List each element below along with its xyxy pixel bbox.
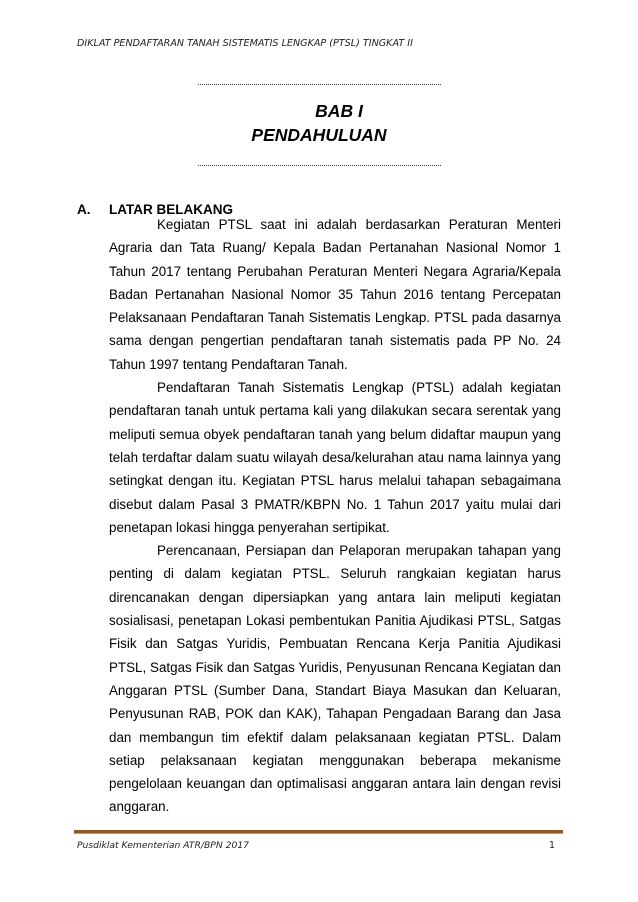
page-number: 1 (549, 840, 555, 851)
chapter-number: BAB I (315, 101, 363, 121)
divider-bottom (198, 165, 441, 166)
footer-rule (74, 830, 563, 834)
chapter-title: PENDAHULUAN (251, 125, 387, 145)
paragraph: Pendaftaran Tanah Sistematis Lengkap (PTSL) adalah kegiatan pendaftaran tanah untuk pertama kali yang dilakukan secara serentak yang meliputi semua obyek pendaftaran tanah yang belum didaftar maupun yang telah terdaftar dalam suatu wilayah desa/kelurahan atau nama lainnya yang setingkat dengan itu. Kegiatan PTSL harus melalui tahapan sebagaimana disebut dalam Pasal 3 PMATR/KBPN No. 1 Tahun 2017 yaitu mulai dari penetapan lokasi hingga penyerahan sertipikat. (109, 380, 561, 535)
running-header: DIKLAT PENDAFTARAN TANAH SISTEMATIS LENGKAP (PTSL) TINGKAT II (77, 38, 413, 49)
paragraph: Kegiatan PTSL saat ini adalah berdasarkan Peraturan Menteri Agraria dan Tata Ruang/ Kepala Badan Pertanahan Nasional Nomor 1 Tahun 2017 tentang Perubahan Peraturan Menteri Negara Agraria/Kepala Badan Pertanahan Nasional Nomor 35 Tahun 2016 tentang Percepatan Pelaksanaan Pendaftaran Tanah Sistematis Lengkap. PTSL pada dasarnya sama dengan pengertian pendaftaran tanah sistematis pada PP No. 24 Tahun 1997 tentang Pendaftaran Tanah. (109, 217, 561, 372)
paragraph: Perencanaan, Persiapan dan Pelaporan merupakan tahapan yang penting di dalam kegiatan PTSL. Seluruh rangkaian kegiatan harus direncanakan dengan dipersiapkan yang antara lain meliputi kegiatan sosialisasi, penetapan Lokasi pembentukan Panitia Ajudikasi PTSL, Satgas Fisik dan Satgas Yuridis, Pembuatan Rencana Kerja Panitia Ajudikasi PTSL, Satgas Fisik dan Satgas Yuridis, Penyusunan Rencana Kegiatan dan Anggaran PTSL (Sumber Dana, Standart Biaya Masukan dan Keluaran, Penyusunan RAB, POK dan KAK), Tahapan Pengadaan Barang dan Jasa dan membangun tim efektif dalam pelaksanaan kegiatan PTSL. Dalam setiap pelaksanaan kegiatan menggunakan beberapa mekanisme pengelolaan keuangan dan optimalisasi anggaran antara lain dengan revisi anggaran. (109, 543, 561, 815)
section-letter: A. (77, 202, 91, 217)
divider-top (198, 84, 441, 85)
section-title: LATAR BELAKANG (109, 202, 233, 217)
footer-publisher: Pusdiklat Kementerian ATR/BPN 2017 (77, 840, 250, 851)
body-text (109, 213, 561, 819)
